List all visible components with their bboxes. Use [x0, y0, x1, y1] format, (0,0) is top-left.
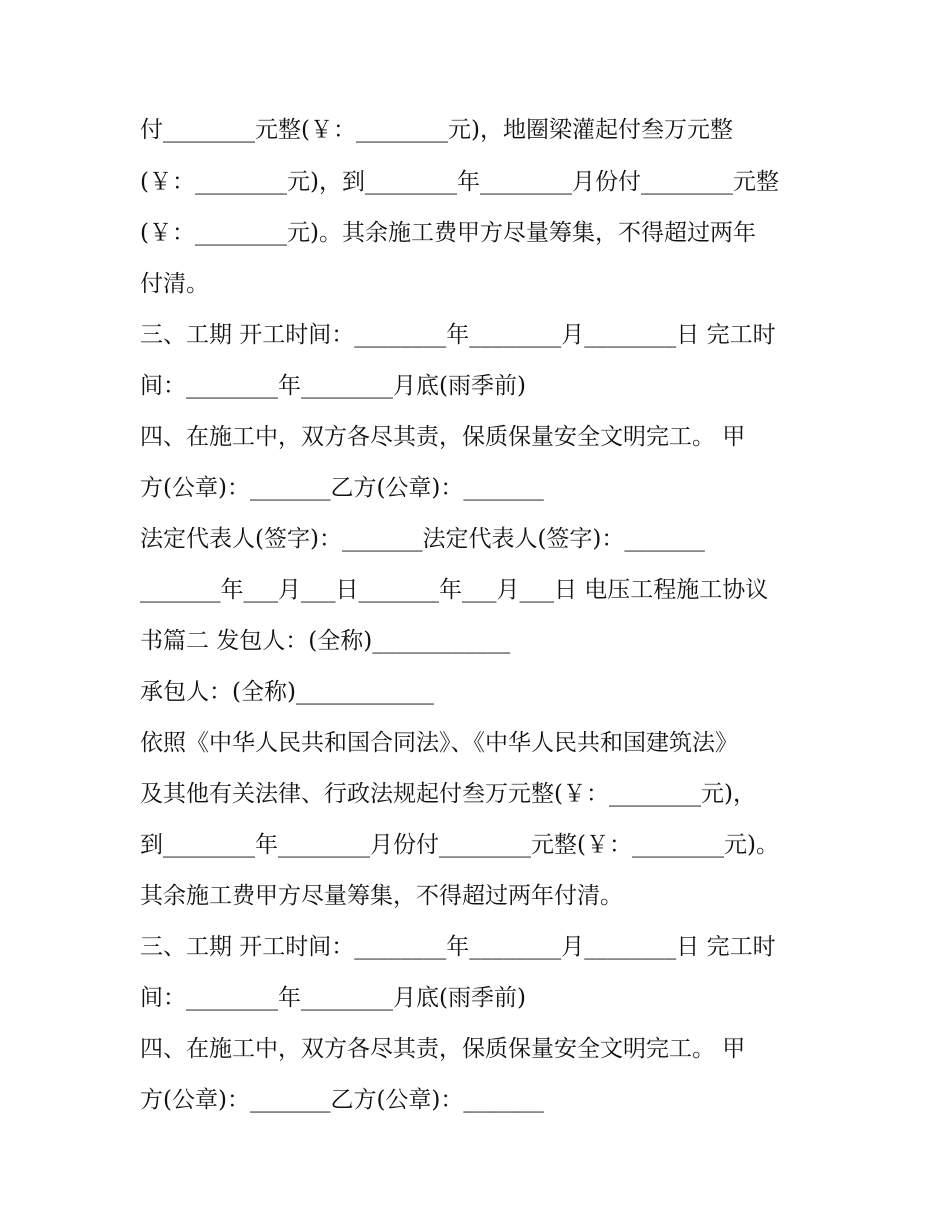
seal-line: 方(公章)：_______乙方(公章)：_______: [140, 1087, 544, 1113]
body-text-line: (￥：________元)。其余施工费甲方尽量筹集，不得超过两年: [140, 220, 756, 246]
section-three-line: 三、工期 开工时间：________年________月________日 完工时: [140, 934, 776, 960]
section-three-line: 三、工期 开工时间：________年________月________日 完工时: [140, 322, 776, 348]
contractor-line: 承包人：(全称)____________: [140, 679, 434, 705]
section-four-line: 四、在施工中，双方各尽其责，保质保量安全文明完工。 甲: [140, 1036, 746, 1062]
body-text-line: 付________元整(￥：________元)，地圈梁灌起付叁万元整: [140, 117, 733, 143]
section-four-line: 四、在施工中，双方各尽其责，保质保量安全文明完工。 甲: [140, 424, 746, 450]
body-text-line: 依照《中华人民共和国合同法》、《中华人民共和国建筑法》: [140, 730, 738, 756]
body-text-line: 到________年________月份付________元整(￥：________元)。: [140, 832, 779, 858]
seal-line: 方(公章)：_______乙方(公章)：_______: [140, 475, 544, 501]
body-text-line: 及其他有关法律、行政法规起付叁万元整(￥：________元)，: [140, 781, 756, 807]
body-text-line: 间：________年________月底(雨季前): [140, 985, 526, 1011]
employer-line: 书篇二 发包人：(全称)____________: [140, 628, 511, 654]
body-text-line: (￥：________元)，到________年________月份付________元整: [140, 169, 779, 195]
signature-line: 法定代表人(签字)：_______法定代表人(签字)：_______: [140, 526, 705, 552]
body-text-line: 其余施工费甲方尽量筹集，不得超过两年付清。: [140, 883, 623, 909]
date-line: _______年___月___日_______年___月___日 电压工程施工协议: [140, 577, 769, 603]
body-text-line: 付清。: [140, 271, 209, 297]
body-text-line: 间：________年________月底(雨季前): [140, 373, 526, 399]
